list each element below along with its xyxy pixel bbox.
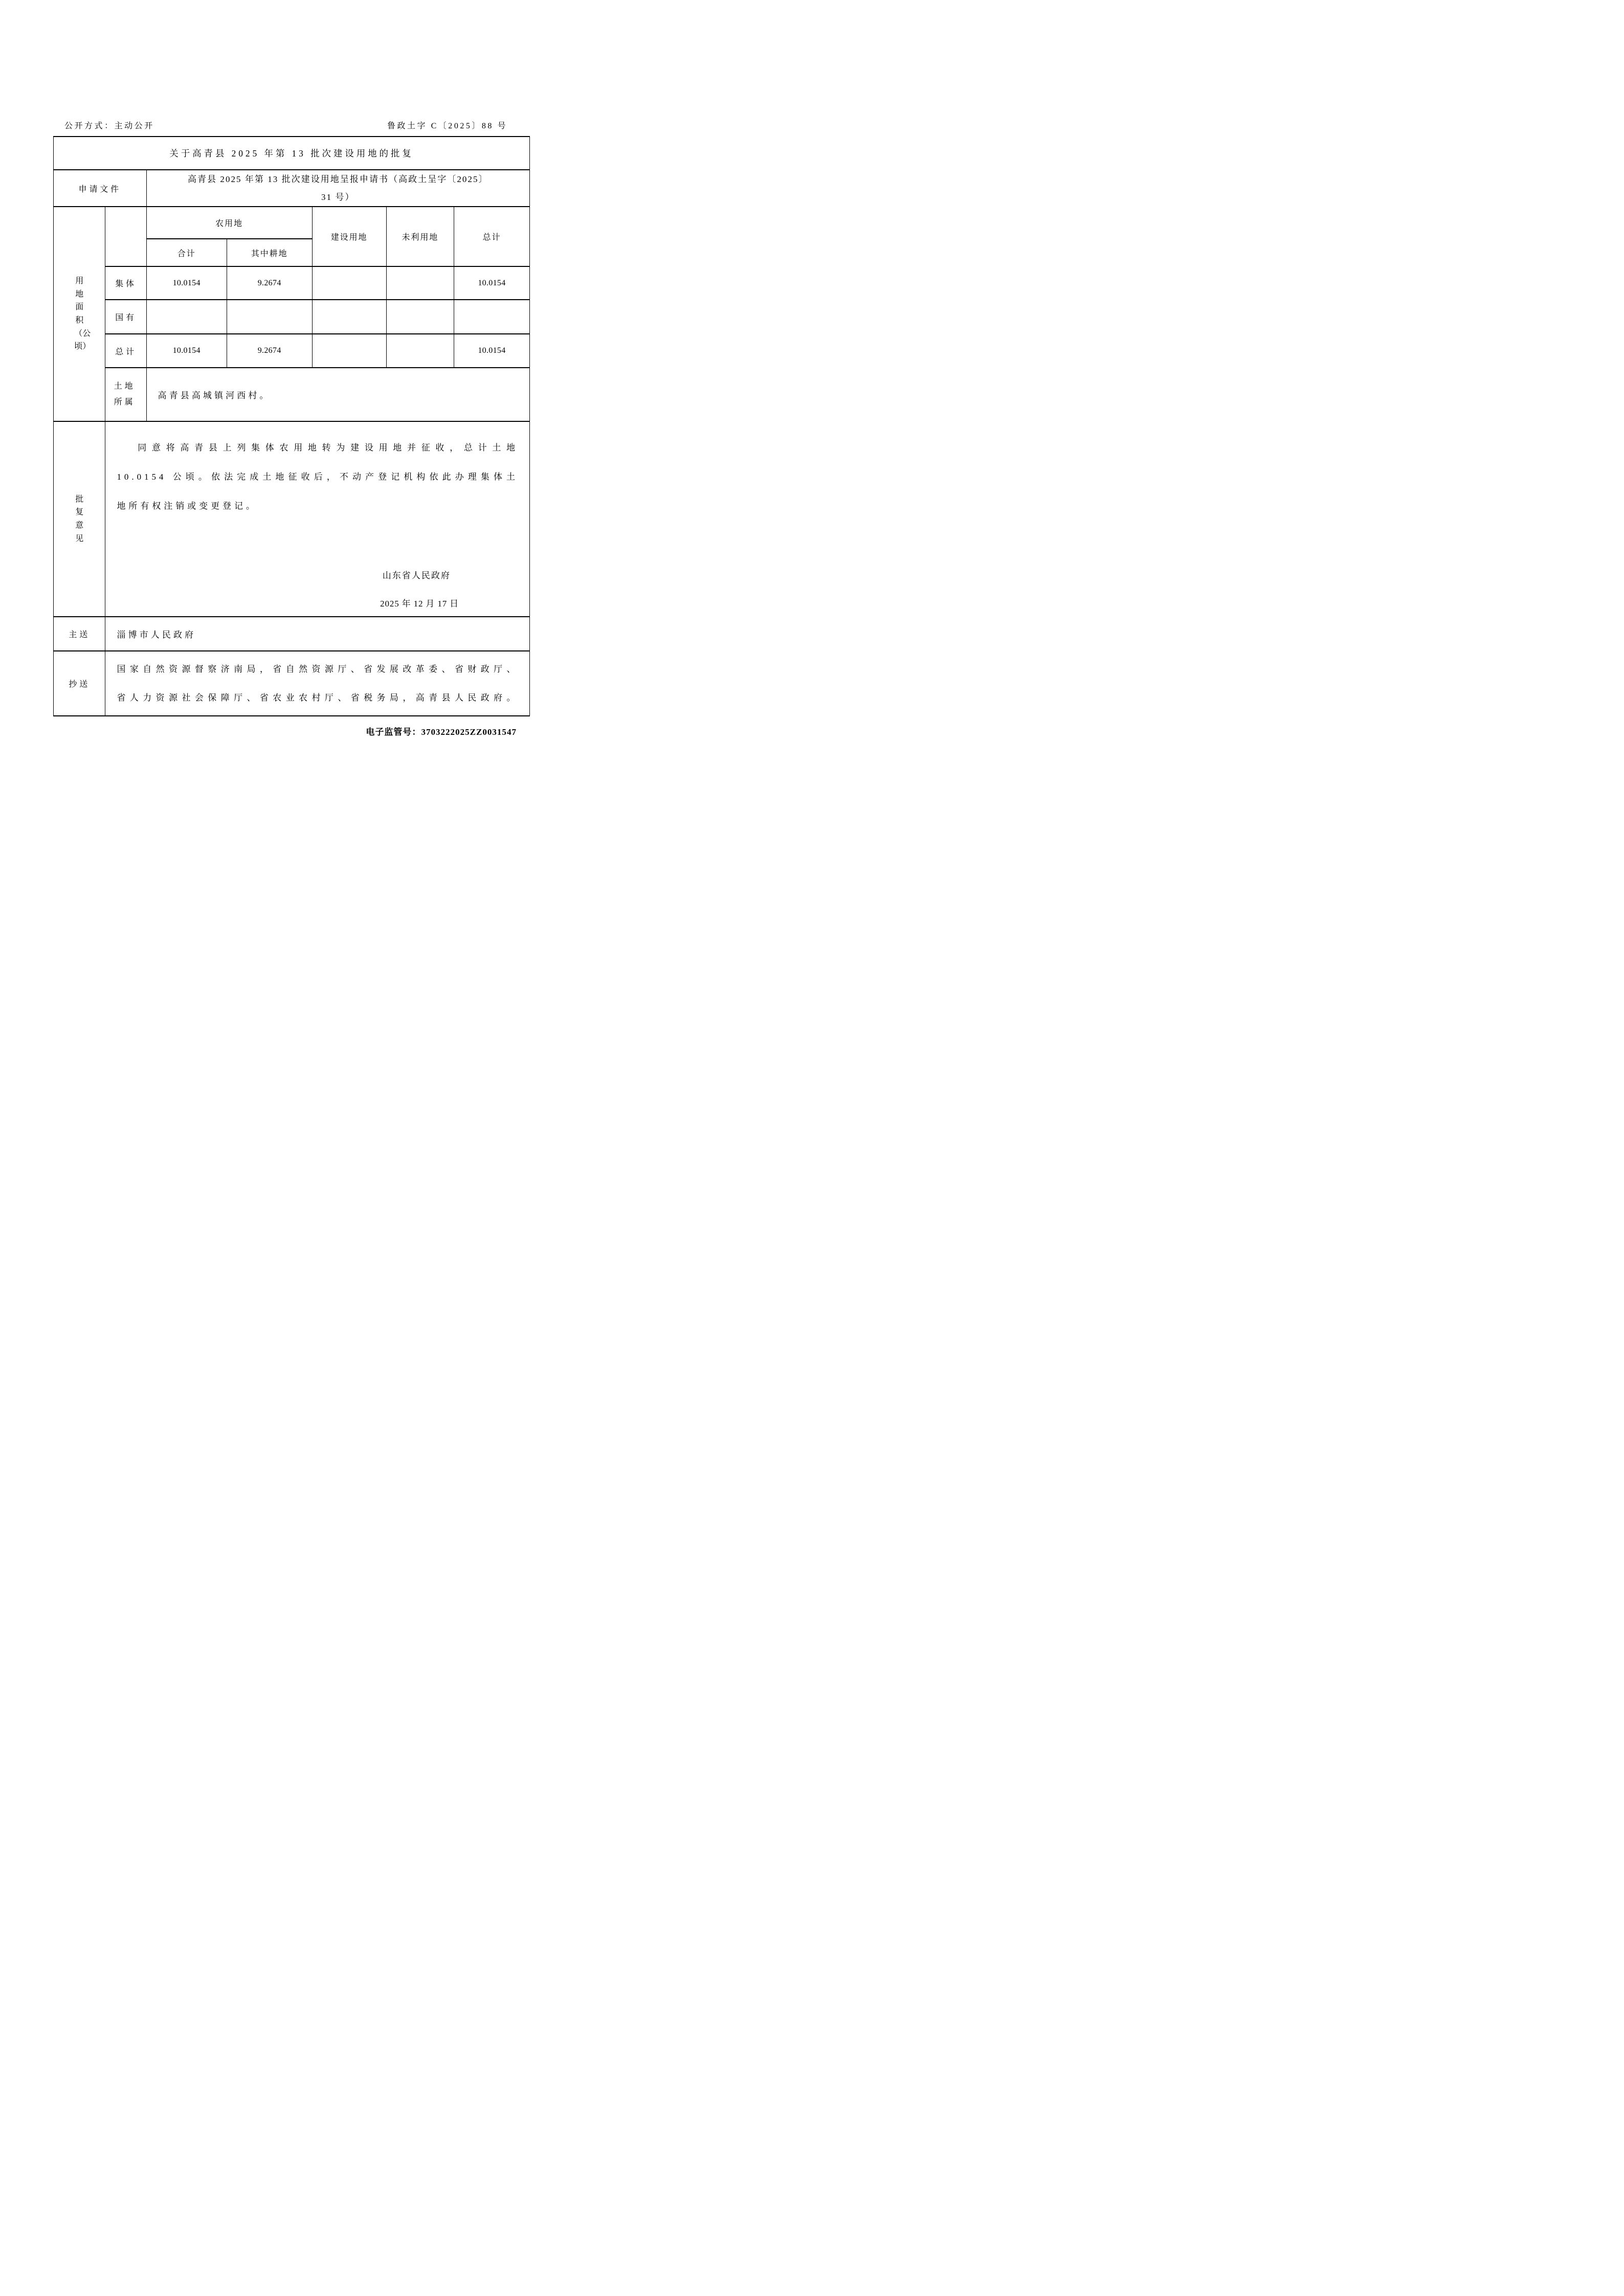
application-row	[54, 170, 530, 207]
application-line-2: 31 号）	[321, 192, 355, 202]
main-recipient-content: 淄博市人民政府	[105, 617, 530, 651]
signature-date: 2025 年 12 月 17 日	[380, 599, 459, 609]
land-belonging-content: 高青县高城镇河西村。	[146, 368, 529, 421]
cc-recipient-row	[54, 651, 530, 716]
cc-line-2: 省人力资源社会保障厅、省农业农村厅、省税务局，高青县人民政府。	[117, 692, 518, 703]
application-label: 申请文件	[54, 170, 147, 207]
collective-cultivated: 9.2674	[227, 266, 312, 300]
total-agri-subtotal: 10.0154	[146, 334, 227, 368]
state-cultivated	[227, 300, 312, 334]
row-state-owned	[54, 300, 530, 334]
application-content	[146, 170, 529, 207]
total-cultivated: 9.2674	[227, 334, 312, 368]
approval-label: 批复意见	[75, 494, 84, 543]
supervision-number-line	[53, 725, 530, 737]
area-empty-corner-cell	[105, 207, 146, 266]
total-unused	[386, 334, 454, 368]
approval-line-1: 同意将高青县上列集体农用地转为建设用地并征收，总计土地	[138, 443, 518, 453]
approval-content	[105, 423, 529, 615]
collective-construction	[312, 266, 386, 300]
col-header-cultivated: 其中耕地	[227, 239, 312, 266]
col-header-construction: 建设用地	[312, 207, 386, 266]
col-header-agricultural: 农用地	[146, 207, 312, 239]
approval-paragraph	[117, 433, 518, 521]
title-row	[54, 137, 530, 170]
land-belonging-row	[54, 368, 530, 421]
cc-recipient-lines	[105, 652, 529, 715]
state-total	[454, 300, 529, 334]
collective-agri-subtotal: 10.0154	[146, 266, 227, 300]
approval-line-3: 地所有权注销或变更登记。	[117, 501, 258, 511]
state-agri-subtotal	[146, 300, 227, 334]
row-grand-total-label: 总计	[105, 334, 146, 368]
approval-content-cell	[105, 421, 530, 617]
row-state-owned-label: 国有	[105, 300, 146, 334]
col-header-total: 总计	[454, 207, 529, 266]
row-collective-label: 集体	[105, 266, 146, 300]
land-belonging-label-cell	[105, 368, 146, 421]
approval-table	[53, 136, 530, 716]
row-grand-total	[54, 334, 530, 368]
col-header-subtotal: 合计	[146, 239, 227, 266]
document-header	[53, 119, 530, 131]
publish-method: 公开方式：主动公开	[64, 122, 154, 130]
main-recipient-row	[54, 617, 530, 651]
area-label-cell	[54, 207, 105, 421]
collective-unused	[386, 266, 454, 300]
supervision-number-label: 电子监管号：	[366, 727, 421, 737]
cc-recipient-label: 抄送	[54, 651, 105, 716]
approval-opinion-row	[54, 421, 530, 617]
area-header-row-1	[54, 207, 530, 239]
approval-line-2: 10.0154 公顷。依法完成土地征收后，不动产登记机构依此办理集体土	[117, 472, 518, 482]
main-recipient-label: 主送	[54, 617, 105, 651]
state-construction	[312, 300, 386, 334]
total-total: 10.0154	[454, 334, 529, 368]
total-construction	[312, 334, 386, 368]
col-header-unused: 未利用地	[386, 207, 454, 266]
collective-total: 10.0154	[454, 266, 529, 300]
document-title: 关于高青县 2025 年第 13 批次建设用地的批复	[54, 137, 530, 170]
document-number: 鲁政土字 C〔2025〕88 号	[387, 122, 507, 130]
state-unused	[386, 300, 454, 334]
cc-recipient-content	[105, 651, 530, 716]
row-collective	[54, 266, 530, 300]
approval-label-cell	[54, 421, 105, 617]
cc-line-1: 国家自然资源督察济南局，省自然资源厅、省发展改革委、省财政厅、	[117, 664, 518, 674]
area-label: 用地面积（公顷）	[74, 277, 91, 351]
signature-authority: 山东省人民政府	[382, 571, 451, 580]
supervision-number-value: 3703222025ZZ0031547	[421, 727, 517, 737]
land-belonging-label: 土地所属	[114, 382, 136, 407]
application-line-1: 高青县 2025 年第 13 批次建设用地呈报申请书（高政土呈字〔2025〕	[188, 174, 488, 184]
document-sheet	[53, 0, 530, 737]
